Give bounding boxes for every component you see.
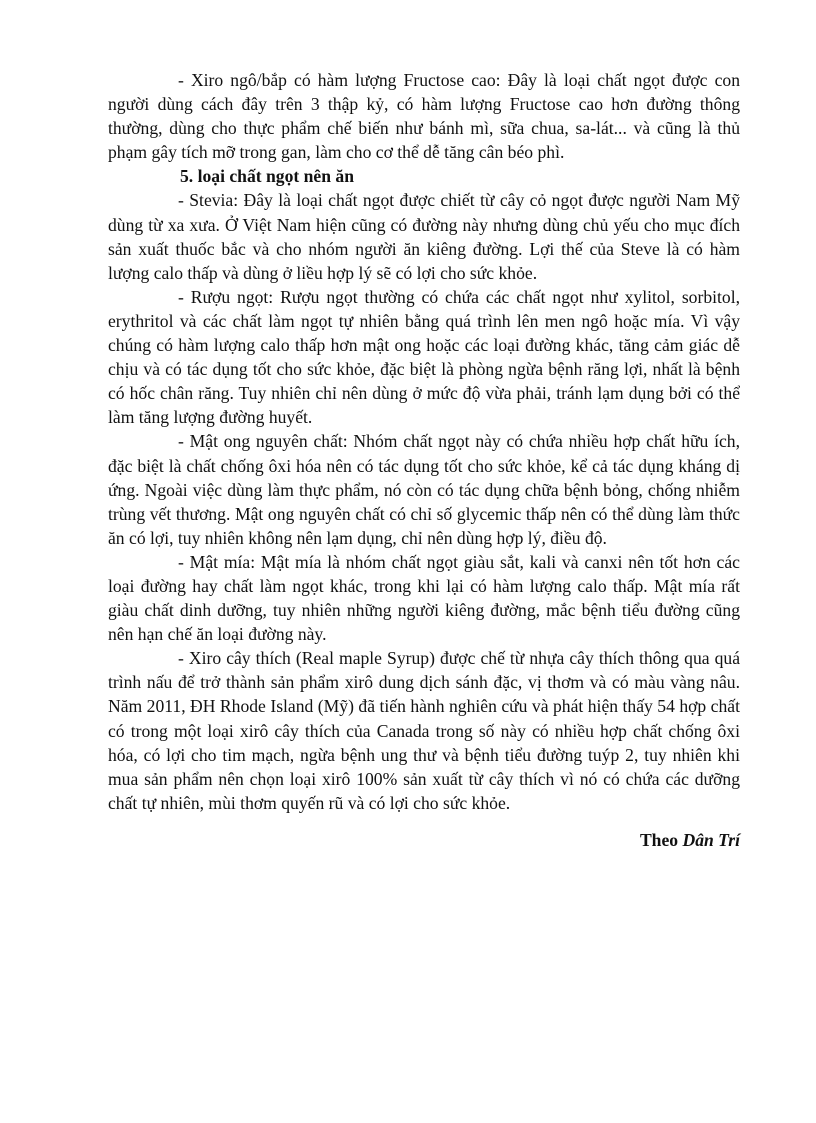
section-heading-sweeteners: 5. loại chất ngọt nên ăn <box>180 166 355 187</box>
source-publication: Dân Trí <box>682 830 740 850</box>
paragraph-stevia: - Stevia: Đây là loại chất ngọt được chiết từ cây cỏ ngọt được người Nam Mỹ dùng từ xa xưa. Ở Việt Nam hiện cũng có đường này nhưng dùng chủ yếu cho mục đích sản xuất thuốc bắc và cho nhóm người ăn kiêng đường. Lợi thế của Steve là có hàm lượng calo thấp và dùng ở liều hợp lý sẽ có lợi cho sức khỏe. <box>108 190 740 283</box>
paragraph-ruou-ngot: - Rượu ngọt: Rượu ngọt thường có chứa các chất ngọt như xylitol, sorbitol, erythritol và các chất làm ngọt tự nhiên bằng quá trình lên men ngô hoặc mía. Vì vậy chúng có hàm lượng calo thấp hơn mật ong hoặc các loại đường khác, tăng cảm giác dễ chịu và có tác dụng tốt cho sức khỏe, đặc biệt là phòng ngừa bệnh răng lợi, nhất là bệnh có hốc chân răng. Tuy nhiên chỉ nên dùng ở mức độ vừa phải, tránh lạm dụng bởi có thể làm tăng lượng đường huyết. <box>108 286 740 428</box>
source-prefix: Theo <box>639 830 679 850</box>
article-body <box>108 68 740 815</box>
paragraph-xiro-ngo: - Xiro ngô/bắp có hàm lượng Fructose cao: Đây là loại chất ngọt được con người dùng cách đây trên 3 thập kỷ, có hàm lượng Fructose cao hơn đường thông thường, dùng cho thực phẩm chế biến như bánh mì, sữa chua, sa-lát... và cũng là thủ phạm gây tích mỡ trong gan, làm cho cơ thể dễ tăng cân béo phì. <box>108 70 740 163</box>
article-source <box>640 830 740 851</box>
paragraph-mat-ong: - Mật ong nguyên chất: Nhóm chất ngọt này có chứa nhiều hợp chất hữu ích, đặc biệt là chất chống ôxi hóa nên có tác dụng tốt cho sức khỏe, kể cả tác dụng kháng dị ứng. Ngoài việc dùng làm thực phẩm, nó còn có tác dụng chữa bệnh bỏng, chống nhiễm trùng vết thương. Mật ong nguyên chất có chỉ số glycemic thấp nên có thể dùng làm thức ăn có lợi, tuy nhiên không nên lạm dụng, chỉ nên dùng hợp lý, điều độ. <box>108 431 740 548</box>
paragraph-mat-mia: - Mật mía: Mật mía là nhóm chất ngọt giàu sắt, kali và canxi nên tốt hơn các loại đường hay chất làm ngọt khác, trong khi lại có hàm lượng calo thấp. Mật mía rất giàu chất dinh dưỡng, tuy nhiên những người kiêng đường, mắc bệnh tiểu đường cũng nên hạn chế ăn loại đường này. <box>108 551 740 645</box>
paragraph-xiro-cay-thich: - Xiro cây thích (Real maple Syrup) được chế từ nhựa cây thích thông qua quá trình nấu để trở thành sản phẩm xirô dung dịch sánh đặc, vị thơm và có màu vàng nâu. Năm 2011, ĐH Rhode Island (Mỹ) đã tiến hành nghiên cứu và phát hiện thấy 54 hợp chất có trong một loại xirô cây thích của Canada trong số này có nhiều hợp chất chống ôxi hóa, có lợi cho tim mạch, ngừa bệnh ung thư và bệnh tiểu đường tuýp 2, tuy nhiên khi mua sản phẩm nên chọn loại xirô 100% sản xuất từ cây thích vì nó có chứa các dưỡng chất tự nhiên, mùi thơm quyến rũ và có lợi cho sức khỏe. <box>108 648 740 813</box>
